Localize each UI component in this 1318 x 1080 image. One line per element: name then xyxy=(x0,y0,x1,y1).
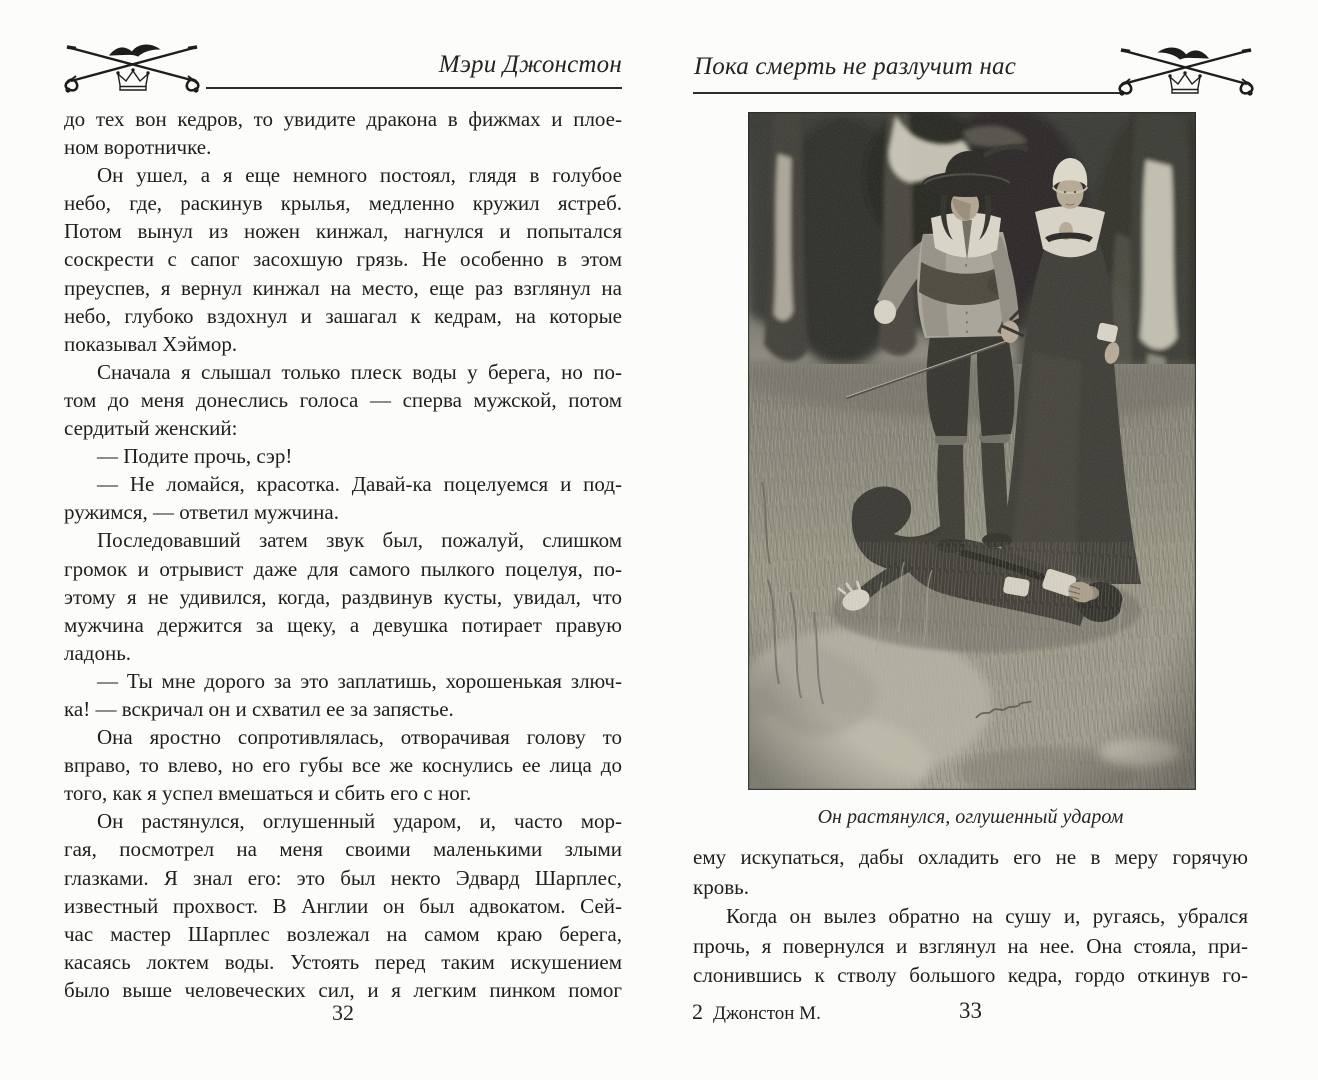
header-rule xyxy=(206,87,622,89)
text-line: — Подите прочь, сэр! xyxy=(97,444,293,469)
text-line: известный прохвост. В Англии он был адвокатом. Сей- xyxy=(64,893,622,918)
text-line: Он растянулся, оглушенный ударом, и, часто мор- xyxy=(97,809,622,834)
header-rule xyxy=(693,92,1120,94)
text-line: соскрести с сапог засохшую грязь. Не особенно в этом xyxy=(64,247,622,272)
text-line: преуспев, я вернул кинжал на место, еще раз взглянул на xyxy=(64,275,622,300)
page-number-right: 33 xyxy=(959,998,982,1023)
running-head-title: Пока смерть не разлучит нас xyxy=(694,53,1017,80)
text-line: небо, где, раскинув крылья, медленно кружил ястреб. xyxy=(64,191,622,216)
printers-sheet-author: Джонстон М. xyxy=(713,1003,821,1024)
text-line: прочь, я повернулся и взглянул на нее. Она стояла, при- xyxy=(693,933,1248,958)
printers-sheet-number: 2 xyxy=(692,999,703,1024)
text-line: слонившись к стволу большого кедра, гордо откинув го- xyxy=(693,963,1248,988)
text-line: Потом вынул из ножен кинжал, нагнулся и попытался xyxy=(64,219,622,244)
text-line: ладонь. xyxy=(64,640,132,665)
text-line: ружимся, — ответил мужчина. xyxy=(64,500,339,525)
left-page-text xyxy=(64,105,622,1004)
text-line: Сначала я слышал только плеск воды у берега, но по- xyxy=(97,359,622,384)
text-line: мужчина держится за щеку, а девушка потирает правую xyxy=(64,612,622,637)
text-line: касаясь локтем воды. Устоять перед таким искушением xyxy=(64,949,622,974)
crossed-swords-crown-ornament-icon xyxy=(1116,42,1256,98)
right-page-text xyxy=(693,843,1248,991)
text-line: — Не ломайся, красотка. Давай-ка поцелуемся и под- xyxy=(97,472,622,497)
text-line: громок и отрывист даже для самого пылкого поцелуя, по- xyxy=(64,556,622,581)
text-line: ка! — вскричал он и схватил ее за запястье. xyxy=(64,696,454,721)
text-line: было выше человеческих сил, и я легким пинком помог xyxy=(64,977,622,1002)
text-line: час мастер Шарплес возлежал на самом краю берега, xyxy=(64,921,622,946)
text-line: Когда он вылез обратно на сушу и, ругаясь, убрался xyxy=(726,904,1248,929)
text-line: Последовавший затем звук был, пожалуй, слишком xyxy=(97,528,622,553)
book-illustration xyxy=(748,112,1196,790)
text-line: вправо, то влево, но его губы все же коснулись ее лица до xyxy=(64,753,622,778)
text-line: того, как я успел вмешаться и сбить его с ног. xyxy=(64,781,472,806)
running-head-author: Мэри Джонстон xyxy=(438,51,622,78)
text-line: глазками. Я знал его: это был некто Эдвард Шарплес, xyxy=(64,865,622,890)
illustration-caption: Он растянулся, оглушенный ударом xyxy=(817,806,1124,828)
text-line: небо, глубоко вздохнул и зашагал к кедрам, на которые xyxy=(64,303,622,328)
text-line: том до меня донеслись голоса — сперва мужской, потом xyxy=(64,387,622,412)
text-line: до тех вон кедров, то увидите дракона в фижмах и плое- xyxy=(64,107,622,131)
crossed-swords-crown-ornament-icon xyxy=(62,40,202,94)
text-line: сердитый женский: xyxy=(64,416,238,441)
text-line: ном воротничке. xyxy=(64,135,212,160)
text-line: — Ты мне дорого за это заплатишь, хорошенькая злюч- xyxy=(97,668,622,693)
page-number-left: 32 xyxy=(332,1000,354,1025)
text-line: гая, посмотрел на меня своими маленькими злыми xyxy=(64,837,622,862)
text-line: этому я не удивился, когда, раздвинув кусты, увидал, что xyxy=(64,584,622,609)
text-line: ему искупаться, дабы охладить его не в меру горячую xyxy=(693,845,1248,869)
text-line: Он ушел, а я еще немного постоял, глядя в голубое xyxy=(97,163,622,188)
text-line: Она яростно сопротивлялась, отворачивая голову то xyxy=(97,725,622,750)
text-line: показывал Хэймор. xyxy=(64,331,238,356)
text-line: кровь. xyxy=(693,874,749,899)
